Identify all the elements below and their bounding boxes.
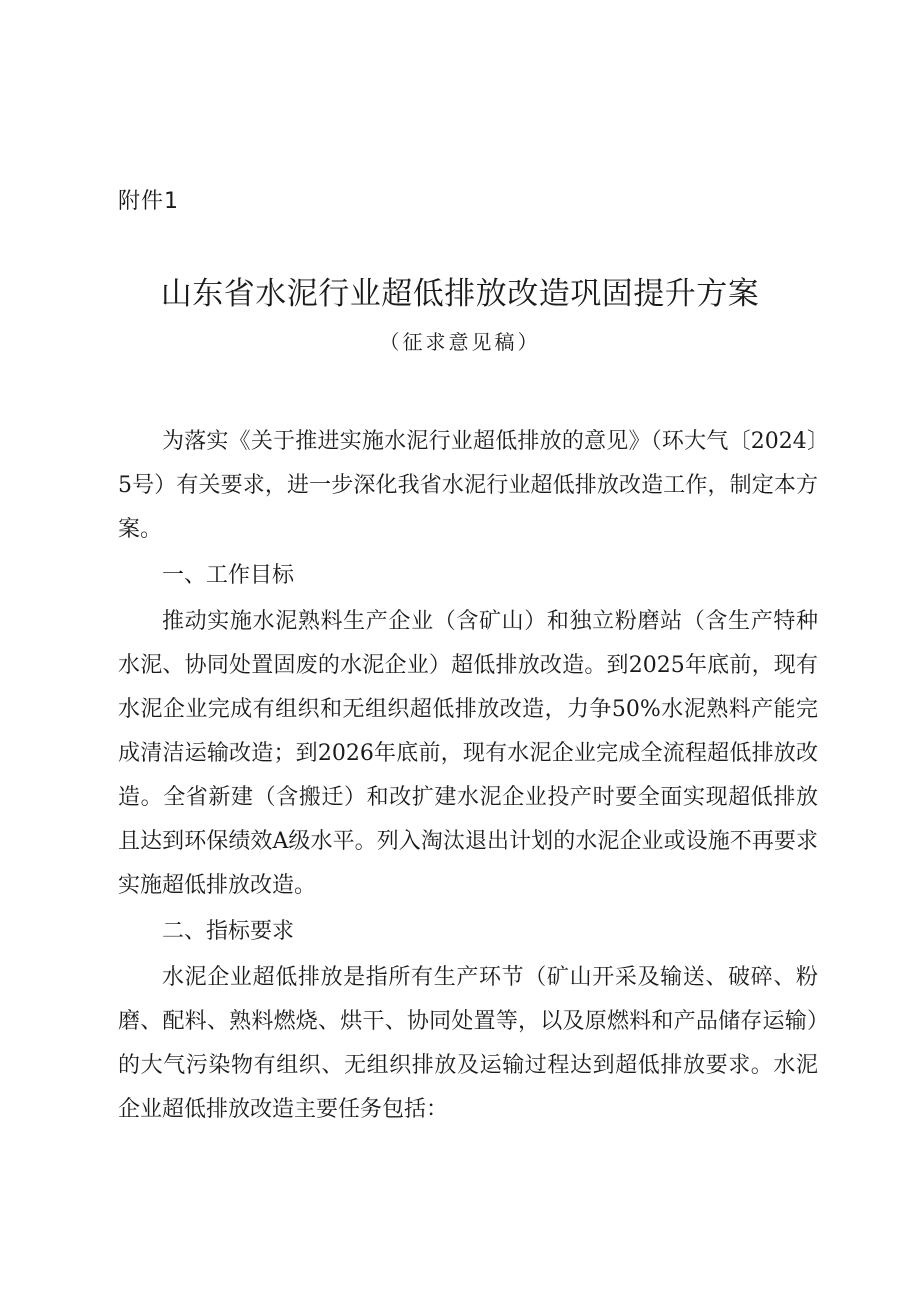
document-subtitle: （征求意见稿） <box>379 330 541 354</box>
document-body <box>118 420 818 1132</box>
section-heading-goals: 一、工作目标 <box>162 563 295 588</box>
section-heading-requirements: 二、指标要求 <box>162 919 295 944</box>
attachment-label: 附件1 <box>118 189 179 214</box>
section-paragraph-requirements: 水泥企业超低排放是指所有生产环节（矿山开采及输送、破碎、粉磨、配料、熟料燃烧、烘干、协同处置等，以及原燃料和产品储存运输）的大气污染物有组织、无组织排放及运输过程达到超低排放要求。水泥企业超低排放改造主要任务包括： <box>118 965 818 1122</box>
intro-paragraph: 为落实《关于推进实施水泥行业超低排放的意见》（环大气〔2024〕5号）有关要求，进一步深化我省水泥行业超低排放改造工作，制定本方案。 <box>118 429 818 542</box>
document-title: 山东省水泥行业超低排放改造巩固提升方案 <box>160 276 760 312</box>
section-paragraph-goals: 推动实施水泥熟料生产企业（含矿山）和独立粉磨站（含生产特种水泥、协同处置固废的水泥企业）超低排放改造。到2025年底前，现有水泥企业完成有组织和无组织超低排放改造，力争50%水泥熟料产能完成清洁运输改造；到2026年底前，现有水泥企业完成全流程超低排放改造。全省新建（含搬迁）和改扩建水泥企业投产时要全面实现超低排放且达到环保绩效A级水平。列入淘汰退出计划的水泥企业或设施不再要求实施超低排放改造。 <box>118 609 818 898</box>
